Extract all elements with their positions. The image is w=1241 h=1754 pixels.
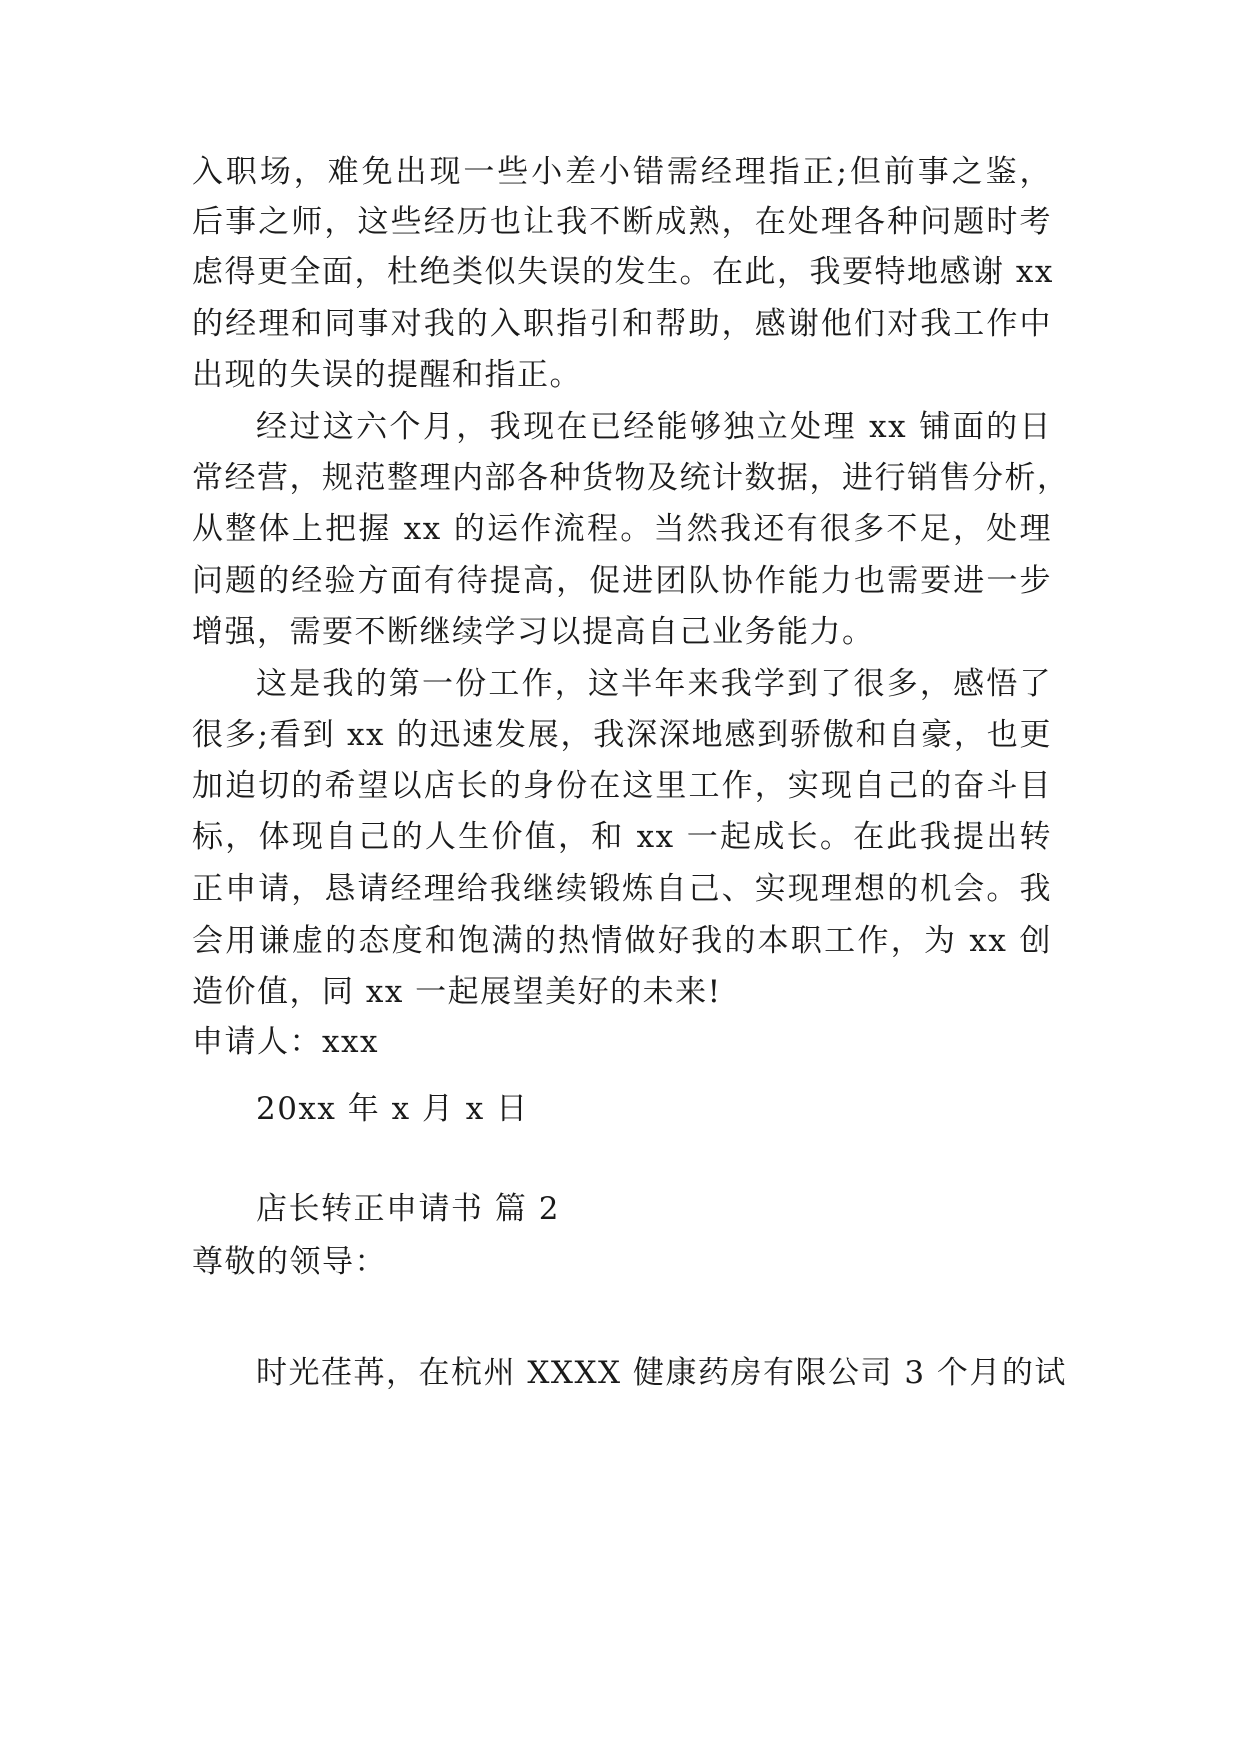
paragraph-line: 后事之师，这些经历也让我不断成熟，在处理各种问题时考 [192,204,1052,240]
paragraph-line: 虑得更全面，杜绝类似失误的发生。在此，我要特地感谢 xx [192,254,1054,290]
paragraph-line: 加迫切的希望以店长的身份在这里工作，实现自己的奋斗目 [192,768,1052,804]
paragraph-line: 经过这六个月，我现在已经能够独立处理 xx 铺面的日 [256,409,1052,445]
salutation: 尊敬的领导： [192,1244,387,1280]
paragraph-line: 出现的失误的提醒和指正。 [192,357,582,393]
paragraph-line: 从整体上把握 xx 的运作流程。当然我还有很多不足，处理 [192,511,1052,547]
paragraph-line: 正申请，恳请经理给我继续锻炼自己、实现理想的机会。我 [192,871,1052,907]
section-heading: 店长转正申请书 篇 2 [256,1191,560,1227]
paragraph-line: 增强，需要不断继续学习以提高自己业务能力。 [192,614,875,650]
paragraph-line: 造价值，同 xx 一起展望美好的未来! [192,974,722,1010]
date-line: 20xx 年 x 月 x 日 [256,1091,529,1127]
paragraph-line: 的经理和同事对我的入职指引和帮助，感谢他们对我工作中 [192,306,1052,342]
applicant-line: 申请人：xxx [192,1024,379,1060]
paragraph-line: 标，体现自己的人生价值，和 xx 一起成长。在此我提出转 [192,819,1052,855]
paragraph-line: 很多;看到 xx 的迅速发展，我深深地感到骄傲和自豪，也更 [192,717,1052,753]
paragraph-line: 问题的经验方面有待提高，促进团队协作能力也需要进一步 [192,563,1052,599]
paragraph-line: 常经营，规范整理内部各种货物及统计数据，进行销售分析， [192,460,1070,496]
paragraph-line: 时光荏苒，在杭州 XXXX 健康药房有限公司 3 个月的试 [256,1355,1067,1391]
paragraph-line: 会用谦虚的态度和饱满的热情做好我的本职工作，为 xx 创 [192,923,1052,959]
paragraph-line: 入职场，难免出现一些小差小错需经理指正;但前事之鉴， [192,154,1052,190]
paragraph-line: 这是我的第一份工作，这半年来我学到了很多，感悟了 [256,666,1052,702]
